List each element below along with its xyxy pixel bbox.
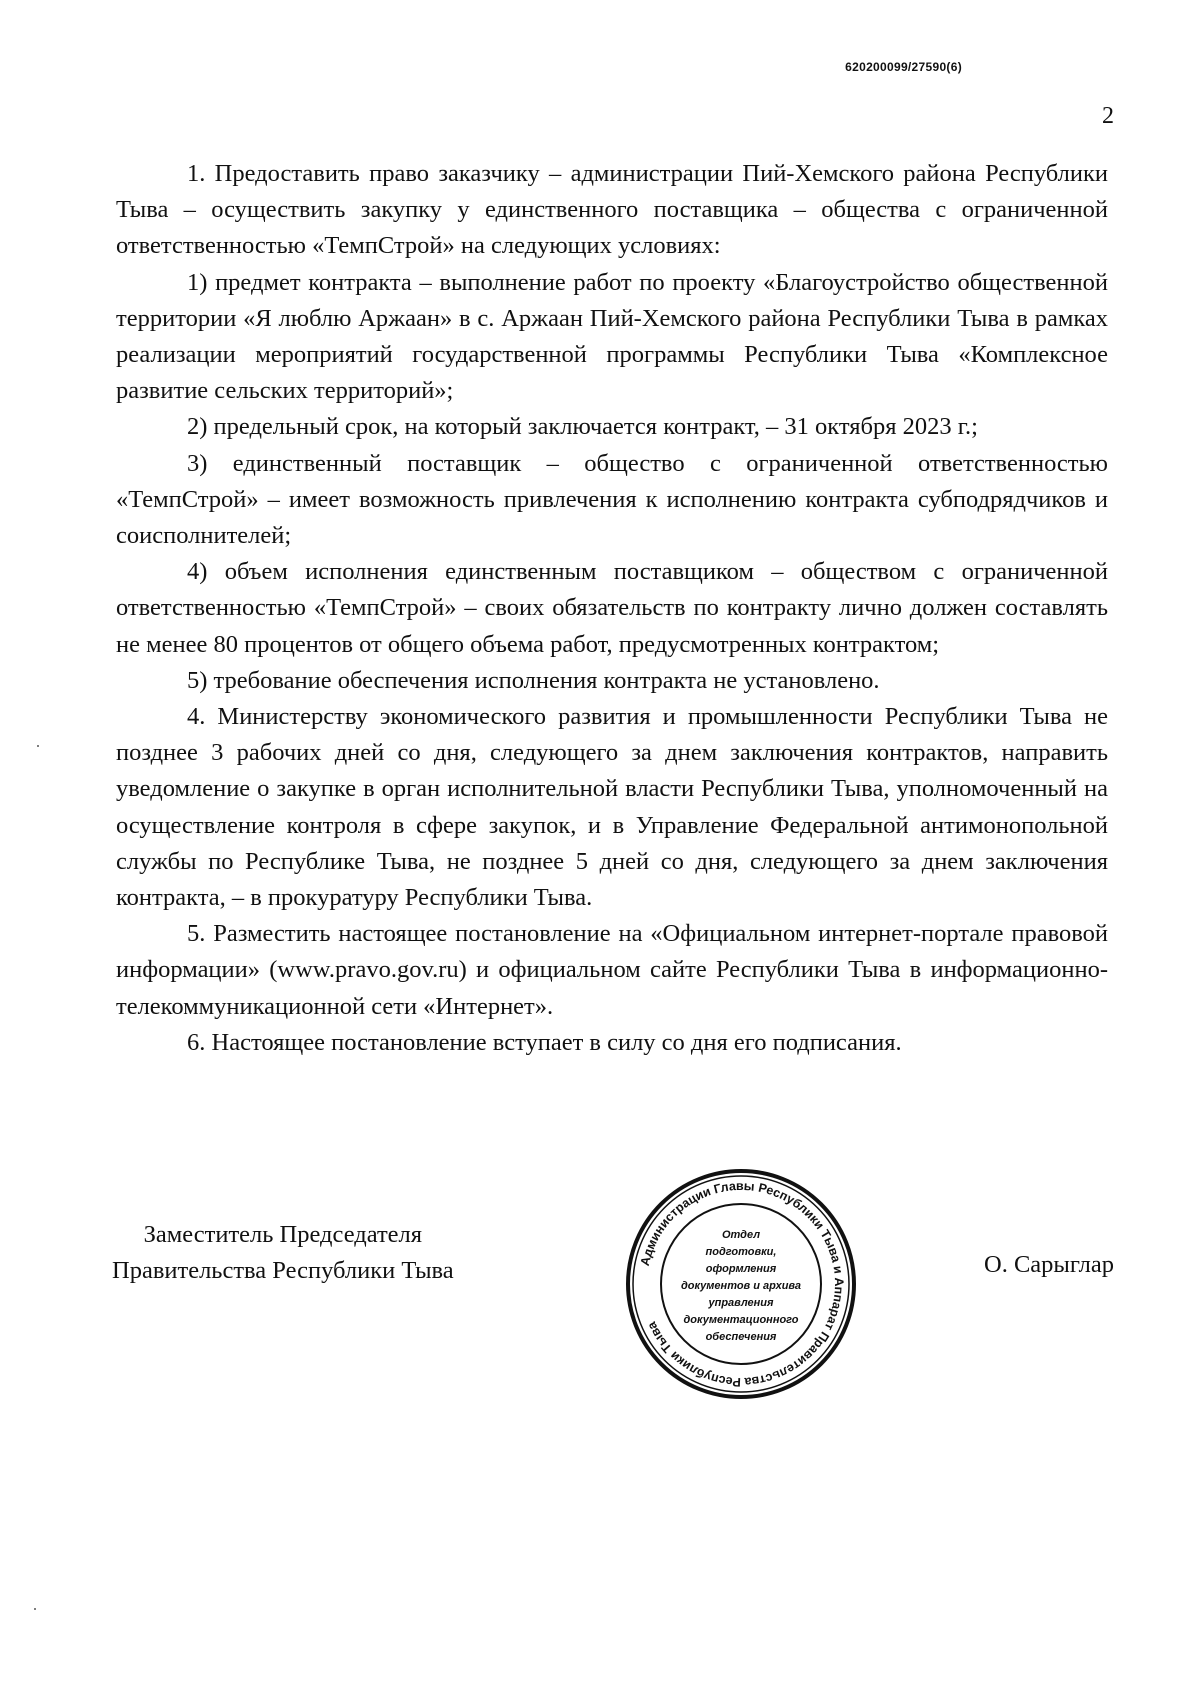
paragraph-condition-5: 5) требование обеспечения исполнения контракта не установлено. bbox=[187, 666, 880, 694]
signatory-name: О. Сарыглар bbox=[984, 1251, 1115, 1278]
stamp-center-line-1: Отдел bbox=[721, 1229, 761, 1241]
signatory-position-line-1: Заместитель Председателя bbox=[143, 1221, 423, 1248]
paragraph-condition-4: 4) объем исполнения единственным поставщиком – обществом с ограниченной ответственностью «ТемпСтрой» – своих обязательств по контракту лично должен составлять не менее 80 процентов от общего объема работ, предусмотренных контрактом; bbox=[116, 558, 1108, 658]
stamp-center-line-3: оформления bbox=[705, 1263, 777, 1275]
stamp-center-line-2: подготовки, bbox=[705, 1246, 777, 1258]
official-stamp bbox=[625, 1168, 857, 1400]
signatory-position-line-2: Правительства Республики Тыва bbox=[112, 1257, 454, 1284]
paragraph-condition-3: 3) единственный поставщик – общество с ограниченной ответственностью «ТемпСтрой» – имеет возможность привлечения к исполнению контракта субподрядчиков и соисполнителей; bbox=[116, 449, 1108, 550]
scan-speck bbox=[37, 745, 39, 747]
paragraph-6: 6. Настоящее постановление вступает в силу со дня его подписания. bbox=[187, 1028, 902, 1056]
paragraph-4: 4. Министерству экономического развития и промышленности Республики Тыва не позднее 3 рабочих дней со дня, следующего за днем заключения контрактов, направить уведомление о закупке в орган исполнительной власти Республики Тыва, уполномоченный на осуществление контроля в сфере закупок, и в Управление Федеральной антимонопольной службы по Республике Тыва, не позднее 5 дней со дня, следующего за днем заключения контракта, – в прокуратуру Республики Тыва. bbox=[116, 703, 1108, 912]
stamp-center-line-5: управления bbox=[708, 1297, 774, 1309]
paragraph-condition-1: 1) предмет контракта – выполнение работ по проекту «Благоустройство общественной территории «Я люблю Аржаан» в с. Аржаан Пий-Хемского района Республики Тыва в рамках реализации мероприятий государственной программы Республики Тыва «Комплексное развитие сельских территорий»; bbox=[116, 268, 1108, 405]
stamp-center-line-7: обеспечения bbox=[705, 1331, 777, 1343]
signatory-position bbox=[112, 1217, 454, 1289]
paragraph-condition-2: 2) предельный срок, на который заключается контракт, – 31 октября 2023 г.; bbox=[187, 413, 978, 441]
scan-speck bbox=[34, 1608, 36, 1610]
page-number: 2 bbox=[1102, 103, 1114, 129]
paragraph-1: 1. Предоставить право заказчику – администрации Пий-Хемского района Республики Тыва – осуществить закупку у единственного поставщика – общества с ограниченной ответственностью «ТемпСтрой» на следующих условиях: bbox=[116, 160, 1108, 260]
paragraph-5: 5. Разместить настоящее постановление на «Официальном интернет-портале правовой информации» (www.pravo.gov.ru) и официальном сайте Республики Тыва в информационно-телекоммуникационной сети «Интернет». bbox=[116, 920, 1108, 1020]
stamp-center-line-6: документационного bbox=[683, 1314, 799, 1326]
document-number: 620200099/27590(6) bbox=[845, 60, 962, 74]
stamp-ring-text: Администрации Главы Республики Тыва и Аппарат Правительства Республики Тыва bbox=[637, 1178, 847, 1390]
stamp-center-line-4: документов и архива bbox=[680, 1280, 802, 1292]
document-body bbox=[116, 156, 1108, 1061]
